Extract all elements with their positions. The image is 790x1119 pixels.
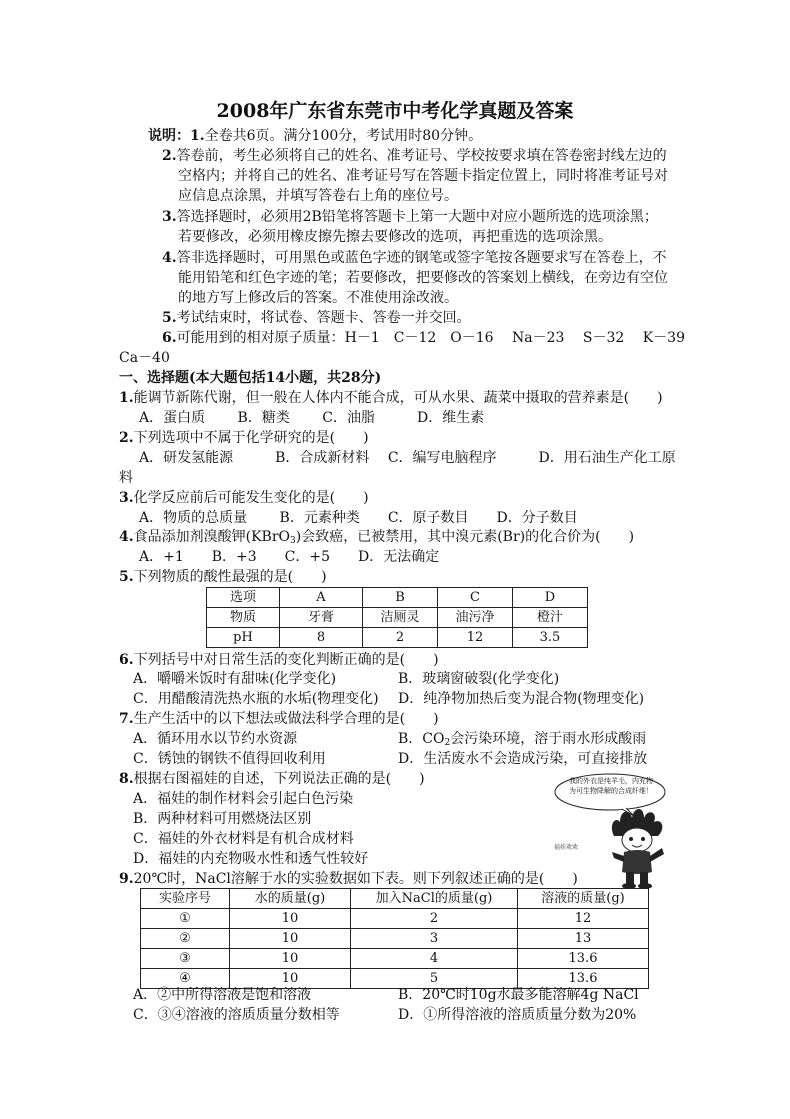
table-cell: D xyxy=(513,588,588,608)
option-a: A．福娃的制作材料会引起白色污染 xyxy=(133,791,354,807)
option-b: B．20℃时10g水最多能溶解4g NaCl xyxy=(398,987,639,1003)
note-text: 考试结束时，将试卷、答题卡、答卷一并交回。 xyxy=(176,310,471,326)
option-c: C．③④溶液的溶质质量分数相等 xyxy=(133,1007,340,1023)
table-cell: 3.5 xyxy=(513,628,588,648)
question-stem: )会致癌，已被禁用，其中溴元素(Br)的化合价为( ) xyxy=(295,529,635,545)
table-cell: 10 xyxy=(230,969,351,989)
option-b: B．玻璃窗破裂(化学变化) xyxy=(398,671,560,687)
question-options: A．蛋白质 B．糖类 C．油脂 D．维生素 xyxy=(139,410,485,426)
table-cell: A xyxy=(280,588,363,608)
option-a: A．②中所得溶液是饱和溶液 xyxy=(133,987,312,1003)
question-options: A．物质的总质量 B．元素种类 C．原子数目 D．分子数目 xyxy=(139,510,578,526)
option-c: C．福娃的外衣材料是有机合成材料 xyxy=(133,831,354,847)
note-4 xyxy=(162,248,667,268)
note-text: 可能用到的相对原子质量：H－1 C－12 O－16 Na－23 S－32 K－39 xyxy=(176,330,685,346)
option-c: C．锈蚀的钢铁不值得回收利用 xyxy=(133,751,326,767)
question-number: 9. xyxy=(119,871,134,887)
question-8 xyxy=(119,769,425,789)
table-cell: 10 xyxy=(230,909,351,929)
subscript: 2 xyxy=(444,738,451,748)
table-cell: 2 xyxy=(351,909,518,929)
question-number: 7. xyxy=(119,711,134,727)
question-stem: 食品添加剂溴酸钾(KBrO xyxy=(133,529,291,545)
question-number: 3. xyxy=(119,490,134,506)
section-heading: 一、选择题(本大题包括14小题，共28分) xyxy=(119,370,382,386)
table-cell: 2 xyxy=(363,628,438,648)
table-cell: 8 xyxy=(280,628,363,648)
table-cell: 4 xyxy=(351,949,518,969)
table-cell: 13.6 xyxy=(518,969,649,989)
note-5 xyxy=(162,308,471,328)
note-6 xyxy=(162,328,685,348)
table-cell: 12 xyxy=(518,909,649,929)
option-c: C．用醋酸清洗热水瓶的水垢(物理变化) xyxy=(133,691,379,707)
question-stem: 生产生活中的以下想法或做法科学合理的是( ) xyxy=(133,711,439,727)
table-cell: 橙汁 xyxy=(513,608,588,628)
question-5 xyxy=(119,567,327,587)
fuwa-signature: 福娃欢欢 xyxy=(554,844,579,851)
table-cell: B xyxy=(363,588,438,608)
question-number: 4. xyxy=(119,529,134,545)
table-cell: ③ xyxy=(141,949,230,969)
question-options: 料 xyxy=(119,470,133,486)
note-text: Ca－40 xyxy=(119,350,170,366)
table-row xyxy=(141,909,649,929)
table-cell: 物质 xyxy=(207,608,280,628)
table-row xyxy=(207,608,588,628)
table-cell: 加入NaCl的质量(g) xyxy=(351,889,518,909)
question-stem: 20℃时，NaCl溶解于水的实验数据如下表。则下列叙述正确的是( ) xyxy=(133,871,578,887)
option-d: D．①所得溶液的溶质质量分数为20% xyxy=(398,1007,637,1023)
ph-table xyxy=(206,587,588,648)
option-d: D．生活废水不会造成污染，可直接排放 xyxy=(398,751,648,767)
table-cell: 选项 xyxy=(207,588,280,608)
table-cell: 水的质量(g) xyxy=(230,889,351,909)
table-cell: 10 xyxy=(230,929,351,949)
nacl-table xyxy=(140,888,649,989)
note-number: 5. xyxy=(162,310,177,326)
question-1 xyxy=(119,388,663,408)
question-stem: 下列选项中不属于化学研究的是( ) xyxy=(133,430,369,446)
question-stem: 化学反应前后可能发生变化的是( ) xyxy=(133,490,369,506)
note-text: 答选择题时，必须用2B铅笔将答题卡上第一大题中对应小题所选的选项涂黑； xyxy=(176,209,658,225)
question-number: 6. xyxy=(119,652,134,668)
note-text: 答卷前，考生必须将自己的姓名、准考证号、学校按要求填在答卷密封线左边的 xyxy=(176,148,667,164)
note-text: 若要修改，必须用橡皮擦先擦去要修改的选项，再把重选的选项涂黑。 xyxy=(178,229,612,245)
note-number: 6. xyxy=(162,330,177,346)
table-cell: 10 xyxy=(230,949,351,969)
speech-bubble-text: 我的外衣是纯羊毛，内充物为可生物降解的合成纤维！ xyxy=(569,777,653,795)
question-2 xyxy=(119,428,369,448)
option-a: A．循环用水以节约水资源 xyxy=(133,731,298,747)
table-cell: 13.6 xyxy=(518,949,649,969)
table-cell: 实验序号 xyxy=(141,889,230,909)
question-options: A．研发氢能源 B．合成新材料 C．编写电脑程序 D．用石油生产化工原 xyxy=(139,450,676,466)
table-cell: 洁厕灵 xyxy=(363,608,438,628)
table-cell: C xyxy=(438,588,513,608)
table-cell: ④ xyxy=(141,969,230,989)
option-text: 会污染环境，溶于雨水形成酸雨 xyxy=(450,731,647,747)
note-text: 能用铅笔和红色字迹的笔；若要修改，把要修改的答案划上横线，在旁边有空位 xyxy=(178,270,668,286)
note-1 xyxy=(148,126,482,146)
page-title: 2008年广东省东莞市中考化学真题及答案 xyxy=(216,100,574,122)
table-row xyxy=(141,889,649,909)
note-number: 1. xyxy=(190,128,205,144)
table-cell: ② xyxy=(141,929,230,949)
table-cell: 3 xyxy=(351,929,518,949)
question-6 xyxy=(119,650,439,670)
question-stem: 下列物质的酸性最强的是( ) xyxy=(133,569,327,585)
question-stem: 能调节新陈代谢，但一般在人体内不能合成，可从水果、蔬菜中摄取的营养素是( ) xyxy=(133,390,663,406)
table-row xyxy=(207,588,588,608)
subscript: 3 xyxy=(290,536,296,546)
table-row xyxy=(207,628,588,648)
table-cell: pH xyxy=(207,628,280,648)
question-stem: 根据右图福娃的自述，下列说法正确的是( ) xyxy=(133,771,425,787)
note-number: 4. xyxy=(162,250,177,266)
note-3 xyxy=(162,207,658,227)
table-cell: ① xyxy=(141,909,230,929)
note-text: 空格内；并将自己的姓名、准考证号写在答题卡指定位置上，同时将准考证号对 xyxy=(178,168,668,184)
table-row xyxy=(141,949,649,969)
table-cell: 12 xyxy=(438,628,513,648)
table-cell: 油污净 xyxy=(438,608,513,628)
note-text: 的地方写上修改后的答案。不准使用涂改液。 xyxy=(178,290,458,306)
note-text: 全卷共6页。满分100分，考试用时80分钟。 xyxy=(204,128,483,144)
option-text: B．CO xyxy=(398,731,445,747)
question-options: A．+1 B．+3 C．+5 D．无法确定 xyxy=(139,549,440,565)
note-2 xyxy=(162,146,667,166)
option-a: A．嚼嚼米饭时有甜味(化学变化) xyxy=(133,671,337,687)
question-number: 2. xyxy=(119,430,134,446)
table-cell: 溶液的质量(g) xyxy=(518,889,649,909)
table-cell: 13 xyxy=(518,929,649,949)
option-b: B．两种材料可用燃烧法区别 xyxy=(133,811,312,827)
question-stem: 下列括号中对日常生活的变化判断正确的是( ) xyxy=(133,652,439,668)
question-number: 5. xyxy=(119,569,134,585)
question-9 xyxy=(119,869,578,889)
option-d: D．福娃的内充物吸水性和透气性较好 xyxy=(133,851,369,867)
fuwa-mascot-icon xyxy=(604,806,670,890)
question-3 xyxy=(119,488,369,508)
note-label: 说明： xyxy=(148,128,190,144)
question-number: 1. xyxy=(119,390,134,406)
note-number: 3. xyxy=(162,209,177,225)
table-row xyxy=(141,929,649,949)
note-text: 答非选择题时，可用黑色或蓝色字迹的钢笔或签字笔按各题要求写在答卷上，不 xyxy=(176,250,667,266)
option-d: D．纯净物加热后变为混合物(物理变化) xyxy=(398,691,645,707)
note-text: 应信息点涂黑，并填写答卷右上角的座位号。 xyxy=(178,188,458,204)
question-7 xyxy=(119,709,439,729)
table-cell: 牙膏 xyxy=(280,608,363,628)
note-number: 2. xyxy=(162,148,177,164)
table-cell: 5 xyxy=(351,969,518,989)
question-number: 8. xyxy=(119,771,134,787)
